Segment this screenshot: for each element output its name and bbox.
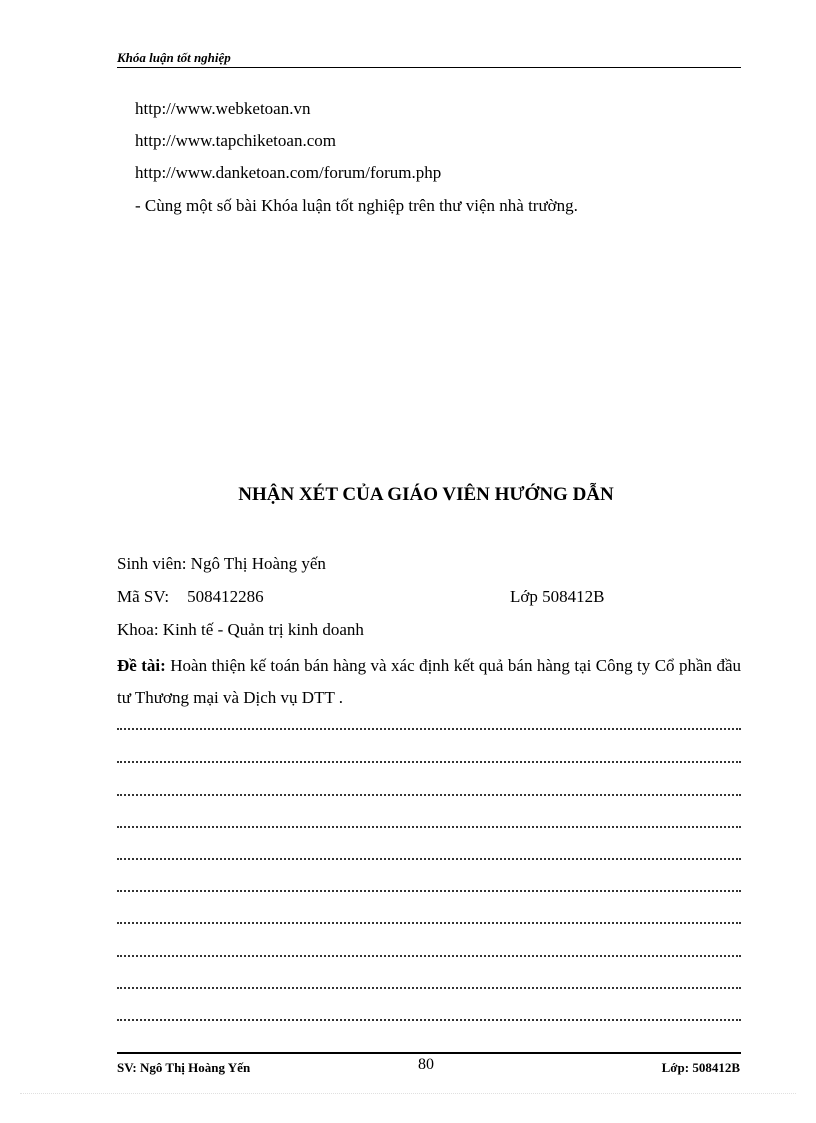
comment-line [117, 955, 741, 957]
faculty-line: Khoa: Kinh tế - Quản trị kinh doanh [117, 620, 364, 639]
comment-line [117, 761, 741, 763]
student-id-line [117, 587, 264, 607]
student-id-label: Mã SV: [117, 587, 170, 606]
page-number: 80 [418, 1056, 434, 1073]
comment-line [117, 987, 741, 989]
student-class-line: Lớp 508412B [510, 587, 605, 606]
page-edge [20, 1093, 796, 1094]
comment-line [117, 858, 741, 860]
footer-class: Lớp: 508412B [661, 1060, 740, 1075]
reference-link: http://www.webketoan.vn [135, 99, 311, 118]
reference-link: http://www.tapchiketoan.com [135, 131, 336, 150]
footer-student-name: SV: Ngô Thị Hoàng Yến [117, 1060, 251, 1075]
header-divider [117, 67, 741, 68]
footer-divider [117, 1052, 741, 1054]
topic-text: Hoàn thiện kế toán bán hàng và xác định kết quả bán hàng tại Công ty Cổ phần đầu tư Thương mại và Dịch vụ DTT . [117, 656, 742, 707]
student-id-value: 508412286 [187, 587, 264, 606]
document-header-title: Khóa luận tốt nghiệp [117, 50, 231, 65]
comment-line [117, 1019, 741, 1021]
comment-line [117, 826, 741, 828]
section-title: NHẬN XÉT CỦA GIÁO VIÊN HƯỚNG DẪN [238, 484, 614, 505]
thesis-topic [117, 650, 741, 714]
topic-label: Đề tài: [117, 656, 166, 675]
comment-line [117, 728, 741, 730]
comment-line [117, 794, 741, 796]
comment-line [117, 922, 741, 924]
reference-link: http://www.danketoan.com/forum/forum.php [135, 163, 442, 182]
comment-line [117, 890, 741, 892]
reference-note: - Cùng một số bài Khóa luận tốt nghiệp trên thư viện nhà trường. [135, 196, 578, 215]
student-name-line: Sinh viên: Ngô Thị Hoàng yến [117, 554, 326, 573]
